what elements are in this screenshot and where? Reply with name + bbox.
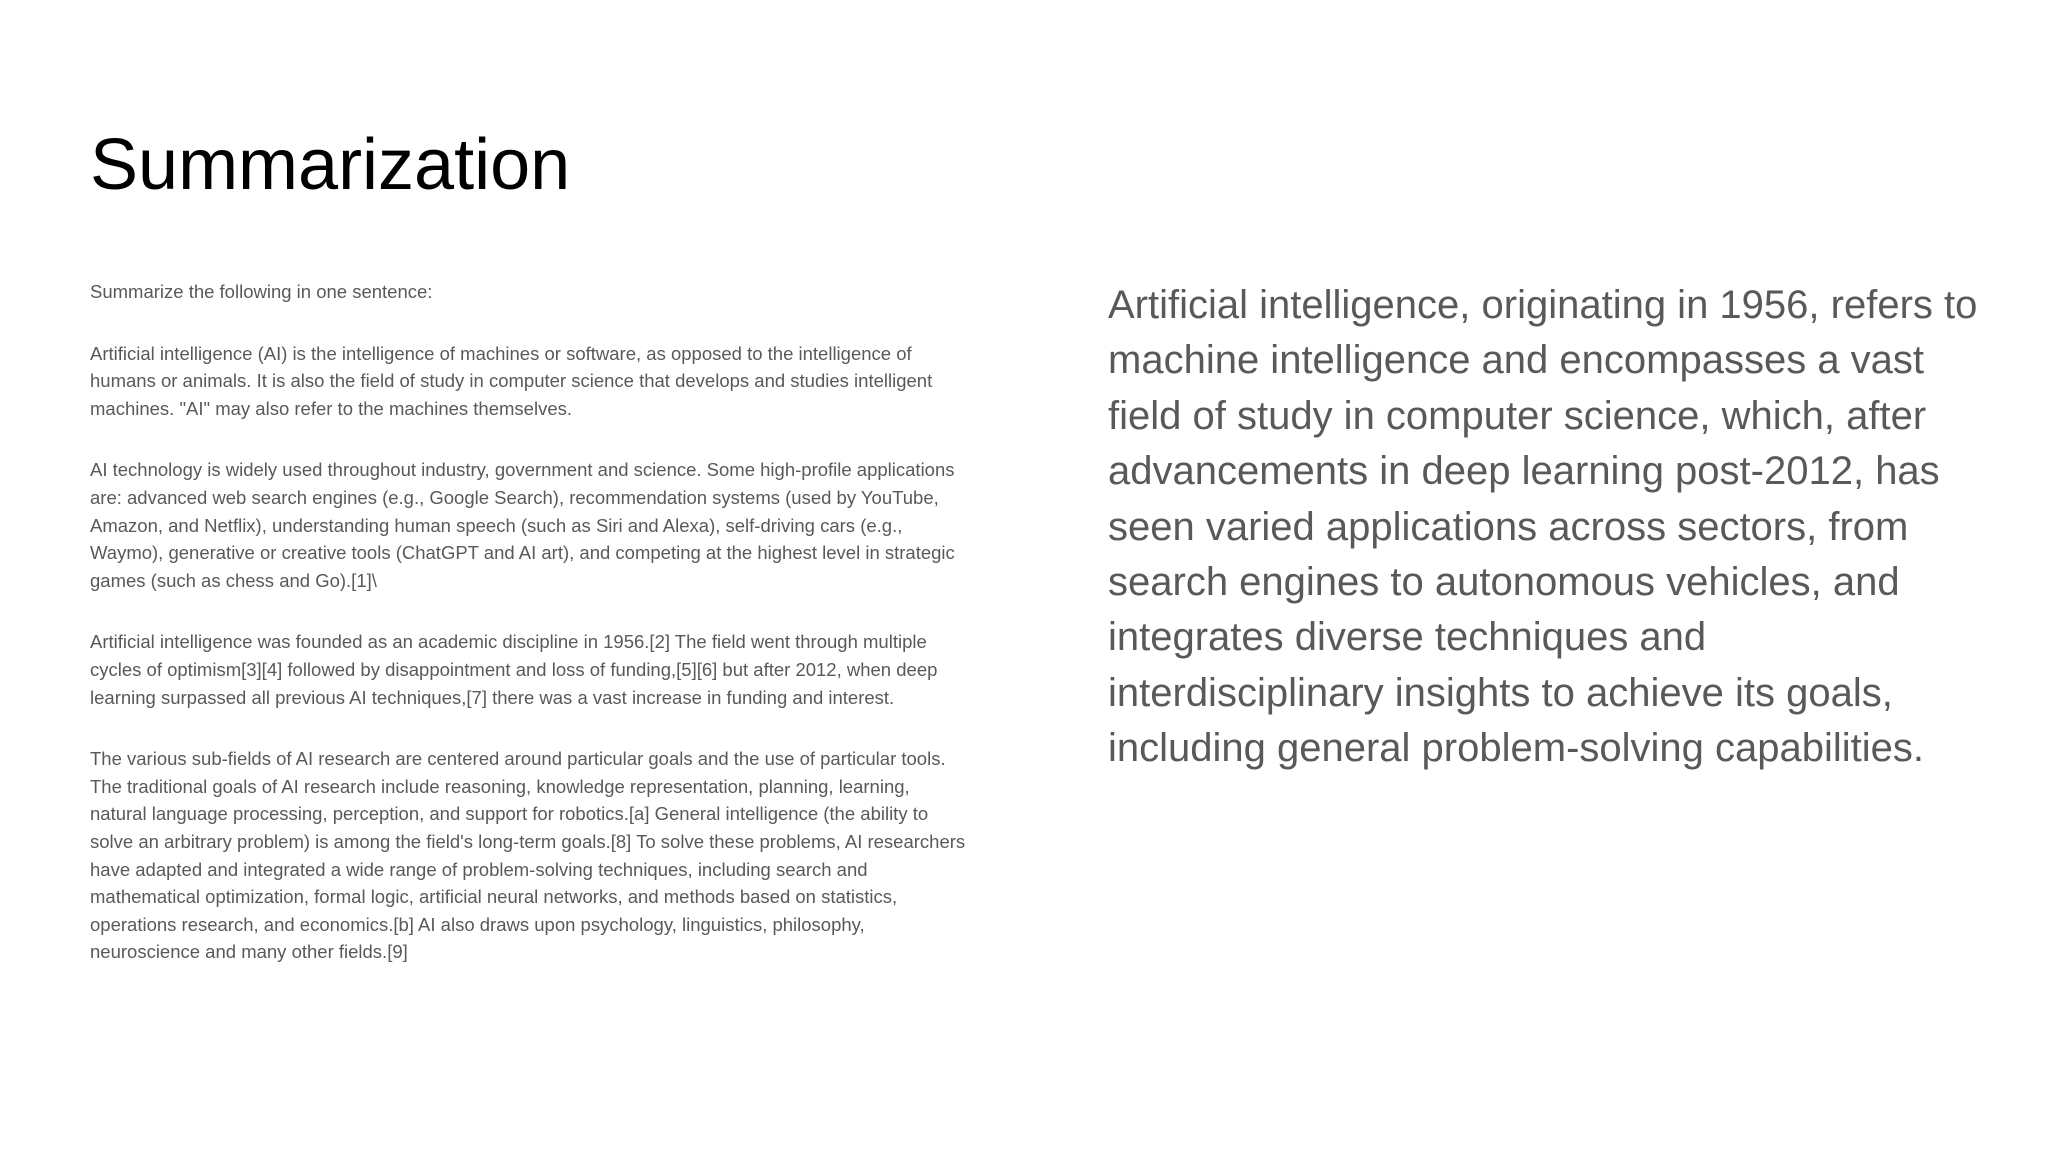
- source-paragraph-1: Artificial intelligence (AI) is the intelligence of machines or software, as opposed to the intelligence of humans or animals. It is also the field of study in computer science that develops and studies intelligent machines. "AI" may also refer to the machines themselves.: [90, 342, 933, 419]
- source-text-column: [90, 278, 970, 1000]
- source-paragraph-3: Artificial intelligence was founded as an academic discipline in 1956.[2] The field went through multiple cycles of optimism[3][4] followed by disappointment and loss of funding,[5][6] but after 2012, when deep learning surpassed all previous AI techniques,[7] there was a vast increase in funding and interest.: [90, 631, 938, 708]
- prompt-text: Summarize the following in one sentence:: [90, 281, 433, 302]
- summary-text: Artificial intelligence, originating in 1956, refers to machine intelligence and encompasses a vast field of study in computer science, which, after advancements in deep learning post-2012, has seen varied applications across sectors, from search engines to autonomous vehicles, and integrates diverse techniques and interdisciplinary insights to achieve its goals, including general problem-solving capabilities.: [1108, 283, 1978, 771]
- slide-title: Summarization: [90, 125, 571, 205]
- source-paragraph-2: AI technology is widely used throughout industry, government and science. Some high-profile applications are: advanced web search engines (e.g., Google Search), recommendation systems (used by YouTube, Amazon, and Netflix), understanding human speech (such as Siri and Alexa), self-driving cars (e.g., Waymo), generative or creative tools (ChatGPT and AI art), and competing at the highest level in strategic games (such as chess and Go).[1]\: [90, 459, 955, 591]
- source-paragraph-4: The various sub-fields of AI research are centered around particular goals and the use of particular tools. The traditional goals of AI research include reasoning, knowledge representation, planning, learning, natural language processing, perception, and support for robotics.[a] General intelligence (the ability to solve an arbitrary problem) is among the field's long-term goals.[8] To solve these problems, AI researchers have adapted and integrated a wide range of problem-solving techniques, including search and mathematical optimization, formal logic, artificial neural networks, and methods based on statistics, operations research, and economics.[b] AI also draws upon psychology, linguistics, philosophy, neuroscience and many other fields.[9]: [90, 748, 966, 963]
- summary-column: [1108, 278, 1988, 777]
